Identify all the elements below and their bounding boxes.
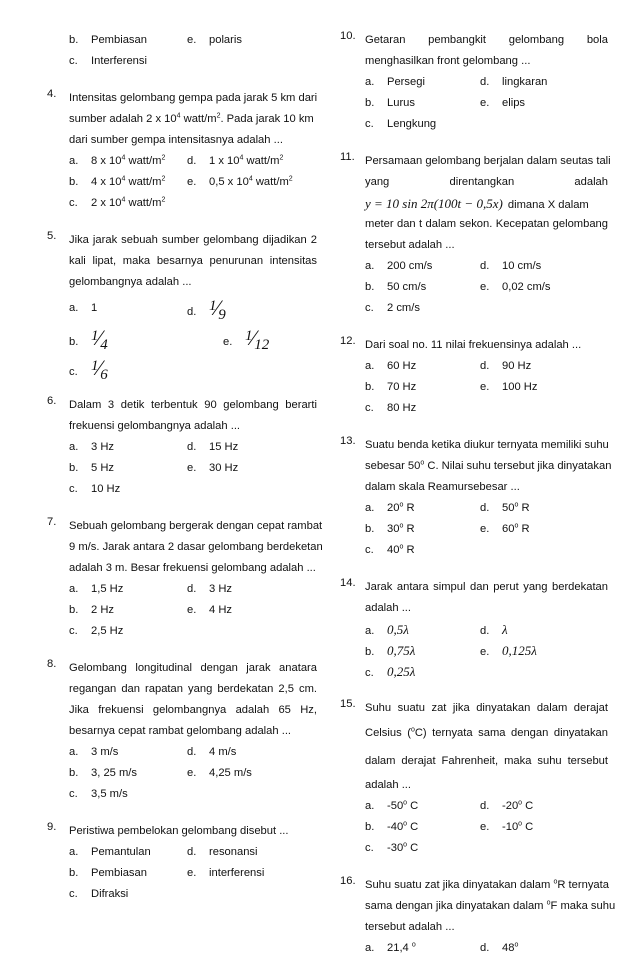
- option-a: a. 0,5λ: [365, 622, 409, 637]
- left-column: [47, 30, 323, 917]
- question-text: menghasilkan front gelombang ...: [365, 55, 531, 67]
- question-number: 11.: [340, 151, 355, 163]
- option-b: b. $^1⁄_4$: [69, 325, 108, 353]
- option-d: d. 15 Hz: [187, 441, 239, 453]
- question-text: Jika frekuensi gelombangnya adalah 65 Hz,: [69, 704, 317, 716]
- question-text: Peristiwa pembelokan gelombang disebut ...: [69, 825, 289, 837]
- question-number: 5.: [47, 230, 57, 242]
- question-number: 9.: [47, 821, 57, 833]
- question-text: Persamaan gelombang berjalan dalam seutas tali: [365, 155, 611, 167]
- question-text: Dari soal no. 11 nilai frekuensinya adalah ...: [365, 339, 582, 351]
- question-number: 14.: [340, 577, 356, 589]
- question-number: 6.: [47, 395, 57, 407]
- option-a: a. 21,4 $^o$: [365, 941, 416, 954]
- option-c: c. 10 Hz: [69, 483, 121, 495]
- right-column: [340, 30, 616, 971]
- option-e: e. interferensi: [187, 867, 265, 879]
- option-b: b. 5 Hz: [69, 462, 115, 474]
- option-d: d. lingkaran: [480, 76, 548, 88]
- fraction: $^1⁄_{12}$: [245, 325, 270, 353]
- option-d: d. 48$^o$: [480, 941, 519, 954]
- option-label: b.: [69, 34, 79, 46]
- option-d: d. 3 Hz: [187, 583, 233, 595]
- question-15: [340, 698, 608, 859]
- question-6: [47, 395, 317, 500]
- question-14: [340, 577, 608, 682]
- option-d: d. -20$^o$ C: [480, 799, 534, 812]
- question-text: Intensitas gelombang gempa pada jarak 5 km dari: [69, 92, 318, 104]
- question-text: Gelombang longitudinal dengan jarak anatara: [69, 662, 317, 674]
- question-text: yang direntangkan adalah: [365, 176, 608, 188]
- option-a: a. Pemantulan: [69, 846, 151, 858]
- option-text: Interferensi: [91, 55, 147, 67]
- question-text: Jarak antara simpul dan perut yang berdekatan: [365, 581, 608, 593]
- question-text: Jika jarak sebuah sumber gelombang dijadikan 2: [69, 234, 317, 246]
- option-d: d. 1 x $10^4$ watt/$m^2$: [187, 154, 284, 167]
- option-a: a. 20$^o$ R: [365, 501, 415, 514]
- option-c: c. Difraksi: [69, 888, 129, 900]
- option-a: a. 3 Hz: [69, 441, 115, 453]
- question-text: sebesar 50$^o$ C. Nilai suhu tersebut jika dinyatakan: [365, 459, 612, 472]
- question-text: dari sumber gempa intensitasnya adalah ...: [69, 134, 283, 146]
- question-text: adalah ...: [365, 779, 412, 791]
- option-b: b. Pembiasan: [69, 867, 147, 879]
- question-text: y = 10 sin 2π(100t − 0,5x) dimana X dalam: [365, 196, 589, 211]
- option-d: d. 90 Hz: [480, 360, 532, 372]
- option-e: e. 0,125λ: [480, 643, 537, 658]
- option-c: c. 3,5 m/s: [69, 788, 128, 800]
- option-b: b. 4 x $10^4$ watt/$m^2$: [69, 175, 166, 188]
- question-10: [340, 30, 608, 135]
- option-text: Pembiasan: [91, 34, 147, 46]
- option-d: d. 4 m/s: [187, 746, 237, 758]
- option-c: c. $^1⁄_6$: [69, 355, 108, 383]
- question-text: regangan dan rapatan yang berdekatan 2,5 cm.: [69, 683, 317, 695]
- option-e: e. 4 Hz: [187, 604, 233, 616]
- option-e: e. elips: [480, 97, 526, 109]
- question-3-continued: [47, 30, 317, 72]
- question-text: adalah 3 m. Besar frekuensi gelombang adalah ...: [69, 562, 316, 574]
- question-text: sumber adalah 2 x $10^4$ watt/$m^2$. Pada jarak 10 km: [69, 112, 314, 125]
- question-text: tersebut adalah ...: [365, 239, 455, 251]
- question-8: [47, 658, 317, 805]
- question-text: adalah ...: [365, 602, 412, 614]
- question-4: [47, 88, 317, 214]
- wave-equation: y = 10 sin 2π(100t − 0,5x): [365, 196, 503, 211]
- question-text: dalam skala Reamursebesar ...: [365, 481, 520, 493]
- option-b: b. Lurus: [365, 97, 415, 109]
- option-a: a. 1,5 Hz: [69, 583, 124, 595]
- option-label: c.: [69, 55, 78, 67]
- option-c: c. -30$^o$ C: [365, 841, 419, 854]
- option-b: b. 0,75λ: [365, 643, 416, 658]
- fraction: $^1⁄_6$: [91, 355, 108, 383]
- option-a: a. 1: [69, 302, 98, 314]
- option-d: d. $^1⁄_9$: [187, 295, 226, 323]
- option-b: b. 70 Hz: [365, 381, 417, 393]
- option-e: e. -10$^o$ C: [480, 820, 534, 833]
- option-a: a. Persegi: [365, 76, 425, 88]
- question-number: 4.: [47, 88, 57, 100]
- option-c: c. Lengkung: [365, 118, 437, 130]
- option-c: c. 2,5 Hz: [69, 625, 124, 637]
- option-d: d. 50$^o$ R: [480, 501, 530, 514]
- option-e: e. 30 Hz: [187, 462, 239, 474]
- question-text: Getaran pembangkit gelombang bola: [365, 34, 608, 46]
- option-d: d. 10 cm/s: [480, 260, 542, 272]
- option-a: a. 200 cm/s: [365, 260, 433, 272]
- question-number: 16.: [340, 875, 356, 887]
- option-d: d. λ: [480, 622, 508, 637]
- question-text: Suatu benda ketika diukur ternyata memiliki suhu: [365, 439, 609, 451]
- question-number: 10.: [340, 30, 356, 42]
- option-label: e.: [187, 34, 197, 46]
- question-text: frekuensi gelombangnya adalah ...: [69, 420, 241, 432]
- option-d: d. resonansi: [187, 846, 258, 858]
- question-text: Celsius ($^o$C) ternyata sama dengan dinyatakan: [365, 726, 608, 739]
- question-number: 15.: [340, 698, 356, 710]
- question-text: Suhu suatu zat jika dinyatakan dalam $^o$R ternyata: [365, 878, 609, 891]
- option-b: b. 50 cm/s: [365, 281, 427, 293]
- option-c: c. 0,25λ: [365, 664, 416, 679]
- question-number: 13.: [340, 435, 356, 447]
- question-number: 8.: [47, 658, 57, 670]
- option-b: b. 30$^o$ R: [365, 522, 415, 535]
- option-a: a. 60 Hz: [365, 360, 417, 372]
- option-c: c. 40$^o$ R: [365, 543, 415, 556]
- option-e: e. 4,25 m/s: [187, 767, 252, 779]
- question-text: tersebut adalah ...: [365, 921, 455, 933]
- fraction: $^1⁄_9$: [209, 295, 226, 323]
- question-number: 12.: [340, 335, 356, 347]
- option-e: e. 0,5 x $10^4$ watt/$m^2$: [187, 175, 293, 188]
- question-text: sama dengan jika dinyatakan dalam $^o$F maka suhu: [365, 899, 616, 912]
- question-text: gelombangnya adalah ...: [69, 276, 192, 288]
- option-e: e. 60$^o$ R: [480, 522, 530, 535]
- option-a: a. 8 x $10^4$ watt/$m^2$: [69, 154, 166, 167]
- option-e: e. $^1⁄_{12}$: [223, 325, 270, 353]
- option-b: b. 2 Hz: [69, 604, 115, 616]
- option-text: polaris: [209, 34, 242, 46]
- option-e: e. 100 Hz: [480, 381, 538, 393]
- fraction: $^1⁄_4$: [91, 325, 108, 353]
- option-a: a. -50$^o$ C: [365, 799, 419, 812]
- question-5: [47, 230, 317, 383]
- question-11: [340, 151, 611, 319]
- question-text: 9 m/s. Jarak antara 2 dasar gelombang berdeketan: [69, 541, 323, 553]
- option-c: c. 80 Hz: [365, 402, 417, 414]
- question-text: besarnya cepat rambat gelombang adalah ...: [69, 725, 292, 737]
- question-16: [340, 875, 616, 959]
- question-12: [340, 335, 608, 419]
- question-7: [47, 516, 323, 642]
- question-number: 7.: [47, 516, 57, 528]
- option-a: a. 3 m/s: [69, 746, 119, 758]
- question-text: meter dan t dalam sekon. Kecepatan gelombang: [365, 218, 608, 230]
- question-text: Dalam 3 detik terbentuk 90 gelombang berarti: [69, 399, 317, 411]
- question-9: [47, 821, 317, 905]
- option-c: c. 2 cm/s: [365, 302, 420, 314]
- question-text: kali lipat, maka besarnya penurunan intensitas: [69, 255, 317, 267]
- question-text: Sebuah gelombang bergerak dengan cepat rambat: [69, 520, 323, 532]
- option-b: b. -40$^o$ C: [365, 820, 419, 833]
- question-text: Suhu suatu zat jika dinyatakan dalam derajat: [365, 702, 608, 714]
- option-b: b. 3, 25 m/s: [69, 767, 138, 779]
- question-text: dalam derajat Fahrenheit, maka suhu tersebut: [365, 755, 608, 767]
- question-13: [340, 435, 612, 561]
- option-e: e. 0,02 cm/s: [480, 281, 551, 293]
- option-c: c. 2 x $10^4$ watt/$m^2$: [69, 196, 166, 209]
